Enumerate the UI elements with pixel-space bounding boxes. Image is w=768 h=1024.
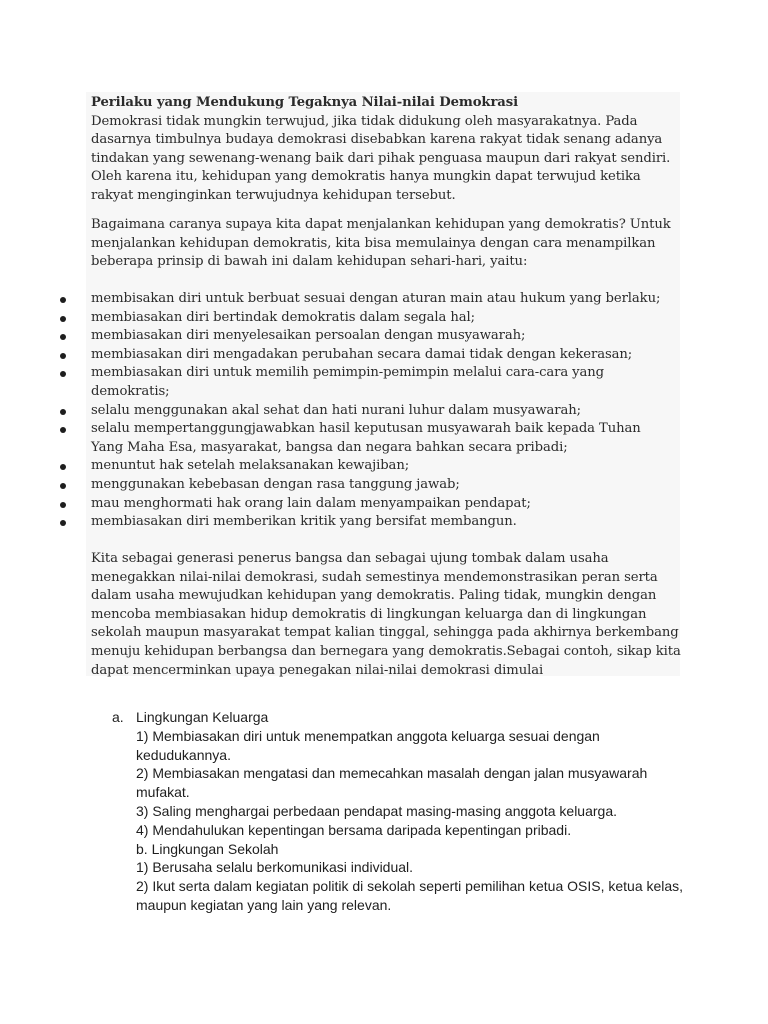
- environment-list-content: [136, 708, 696, 915]
- list-item: membiasakan diri menyelesaikan persoalan dengan musyawarah;: [60, 327, 680, 346]
- list-item: selalu menggunakan akal sehat dan hati nurani luhur dalam musyawarah;: [60, 402, 680, 421]
- bullet-icon: [60, 483, 66, 489]
- bullet-icon: [60, 427, 66, 433]
- list-heading: Lingkungan Keluarga: [136, 709, 269, 725]
- bullet-icon: [60, 409, 66, 415]
- list-item: selalu mempertanggungjawabkan hasil keputusan musyawarah baik kepada Tuhan Yang Maha Esa, masyarakat, bangsa dan negara bahkan secara pribadi;: [60, 420, 680, 457]
- list-line: 1) Membiasakan diri untuk menempatkan anggota keluarga sesuai dengan kedudukannya.: [136, 727, 600, 763]
- bullet-icon: [60, 464, 66, 470]
- bullet-icon: [60, 371, 66, 377]
- list-line: 2) Ikut serta dalam kegiatan politik di sekolah seperti pemilihan ketua OSIS, ketua kelas, maupun kegiatan yang lain yang relevan.: [136, 878, 684, 913]
- bullet-icon: [60, 353, 66, 359]
- list-line: 2) Membiasakan mengatasi dan memecahkan masalah dengan jalan musyawarah mufakat.: [136, 765, 648, 801]
- paragraph-question-block: [91, 216, 671, 272]
- bullet-icon: [60, 297, 66, 303]
- list-item: membiasakan diri bertindak demokratis dalam segala hal;: [60, 309, 680, 328]
- list-item: mau menghormati hak orang lain dalam menyampaikan pendapat;: [60, 495, 680, 514]
- paragraph-generation: Kita sebagai generasi penerus bangsa dan sebagai ujung tombak dalam usaha menegakkan nilai-nilai demokrasi, sudah semestinya mendemonstrasikan peran serta dalam usaha mewujudkan kehidupan yang demokratis. Paling tidak, mungkin dengan mencoba membiasakan hidup demokratis di lingkungan keluarga dan di lingkungan sekolah maupun masyarakat tempat kalian tinggal, sehingga pada akhirnya berkembang menuju kehidupan berbangsa dan bernegara yang demokratis.Sebagai contoh, sikap kita dapat mencerminkan upaya penegakan nilai-nilai demokrasi dimulai: [91, 551, 681, 678]
- list-marker: a.: [112, 709, 124, 725]
- list-item: membiasakan diri mengadakan perubahan secara damai tidak dengan kekerasan;: [60, 346, 680, 365]
- bullet-icon: [60, 502, 66, 508]
- list-line: 1) Berusaha selalu berkomunikasi individual.: [136, 859, 414, 876]
- list-item: membiasakan diri memberikan kritik yang bersifat membangun.: [60, 513, 680, 532]
- section-title: Perilaku yang Mendukung Tegaknya Nilai-nilai Demokrasi: [91, 95, 518, 110]
- paragraph-intro: Demokrasi tidak mungkin terwujud, jika tidak didukung oleh masyarakatnya. Pada dasarnya timbulnya budaya demokrasi disebabkan karena rakyat tidak senang adanya tindakan yang sewenang-wenang baik dari pihak penguasa maupun dari rakyat sendiri. Oleh karena itu, kehidupan yang demokratis hanya mungkin dapat terwujud ketika rakyat menginginkan terwujudnya kehidupan tersebut.: [91, 113, 671, 203]
- principles-list: [60, 290, 680, 532]
- list-item: menggunakan kebebasan dengan rasa tanggung jawab;: [60, 476, 680, 495]
- paragraph-generation-block: [91, 550, 681, 680]
- paragraph-question: Bagaimana caranya supaya kita dapat menjalankan kehidupan yang demokratis? Untuk menjalankan kehidupan demokratis, kita bisa memulainya dengan cara menampilkan beberapa prinsip di bawah ini dalam kehidupan sehari-hari, yaitu:: [91, 217, 671, 270]
- list-item: membisakan diri untuk berbuat sesuai dengan aturan main atau hukum yang berlaku;: [60, 290, 680, 309]
- bullet-icon: [60, 334, 66, 340]
- bullet-icon: [60, 316, 66, 322]
- list-line: 4) Mendahulukan kepentingan bersama daripada kepentingan pribadi.: [136, 821, 572, 838]
- list-line: 3) Saling menghargai perbedaan pendapat masing-masing anggota keluarga.: [136, 802, 617, 819]
- list-item: membiasakan diri untuk memilih pemimpin-pemimpin melalui cara-cara yang demokratis;: [60, 364, 680, 401]
- list-item: menuntut hak setelah melaksanakan kewajiban;: [60, 457, 680, 476]
- list-line: b. Lingkungan Sekolah: [136, 840, 279, 857]
- text-section: [91, 94, 681, 206]
- bullet-icon: [60, 520, 66, 526]
